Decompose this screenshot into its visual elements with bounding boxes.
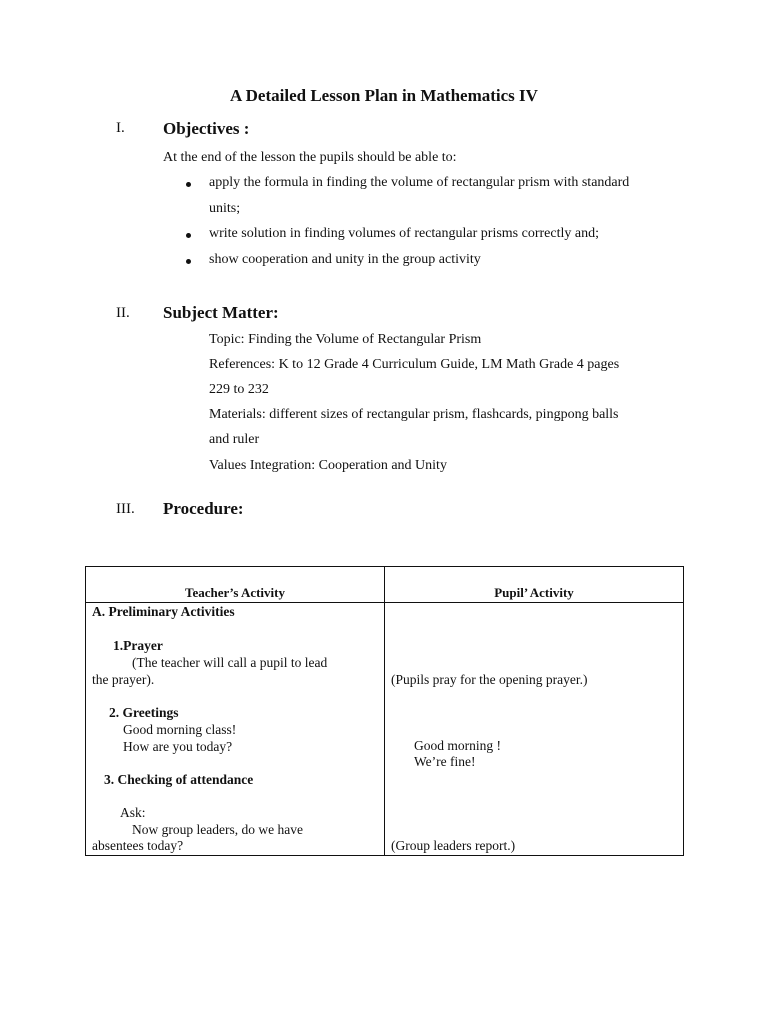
pupil-activity-header: Pupil’ Activity [385,567,684,603]
bullet-icon [186,182,191,187]
procedure-heading: Procedure: [163,499,244,518]
attendance-question-continued: absentees today? [92,838,184,853]
objectives-numeral: I. [116,120,125,136]
subject-topic: Topic: Finding the Volume of Rectangular Prism [209,332,482,347]
prayer-instruction: (The teacher will call a pupil to lead [132,655,328,670]
ask-label: Ask: [120,805,146,820]
greeting-response-continued: We’re fine! [414,754,476,769]
table-row [86,603,684,856]
objective-item: apply the formula in finding the volume of rectangular prism with standard [209,175,630,190]
objectives-heading: Objectives : [163,119,250,138]
bullet-icon [186,233,191,238]
prayer-heading: 1.Prayer [113,638,163,653]
attendance-question: Now group leaders, do we have [132,822,303,837]
teacher-question: How are you today? [123,739,233,754]
prayer-response: (Pupils pray for the opening prayer.) [391,672,588,687]
teacher-activity-cell [86,603,385,856]
objective-item-continued: units; [209,201,241,216]
bullet-icon [186,259,191,264]
subject-matter-heading: Subject Matter: [163,303,279,322]
pupil-activity-cell [385,603,684,856]
preliminary-activities-heading: A. Preliminary Activities [92,604,235,619]
subject-matter-numeral: II. [116,305,130,321]
greeting-response: Good morning ! [414,738,501,753]
prayer-instruction-continued: the prayer). [92,672,155,687]
attendance-heading: 3. Checking of attendance [104,772,254,787]
subject-references: References: K to 12 Grade 4 Curriculum Guide, LM Math Grade 4 pages [209,357,620,372]
subject-references-continued: 229 to 232 [209,382,269,397]
objectives-intro: At the end of the lesson the pupils should be able to: [163,150,457,165]
objective-item: write solution in finding volumes of rectangular prisms correctly and; [209,226,599,241]
subject-materials-continued: and ruler [209,432,260,447]
procedure-numeral: III. [116,501,135,517]
objective-item: show cooperation and unity in the group activity [209,252,481,267]
teacher-activity-header: Teacher’s Activity [86,567,385,603]
table-header-row [86,567,684,603]
subject-values: Values Integration: Cooperation and Unity [209,458,447,473]
teacher-greeting: Good morning class! [123,722,237,737]
greetings-heading: 2. Greetings [109,705,179,720]
activity-table [85,566,684,856]
subject-materials: Materials: different sizes of rectangular prism, flashcards, pingpong balls [209,407,619,422]
document-title: A Detailed Lesson Plan in Mathematics IV [230,86,538,105]
attendance-response: (Group leaders report.) [391,838,516,853]
